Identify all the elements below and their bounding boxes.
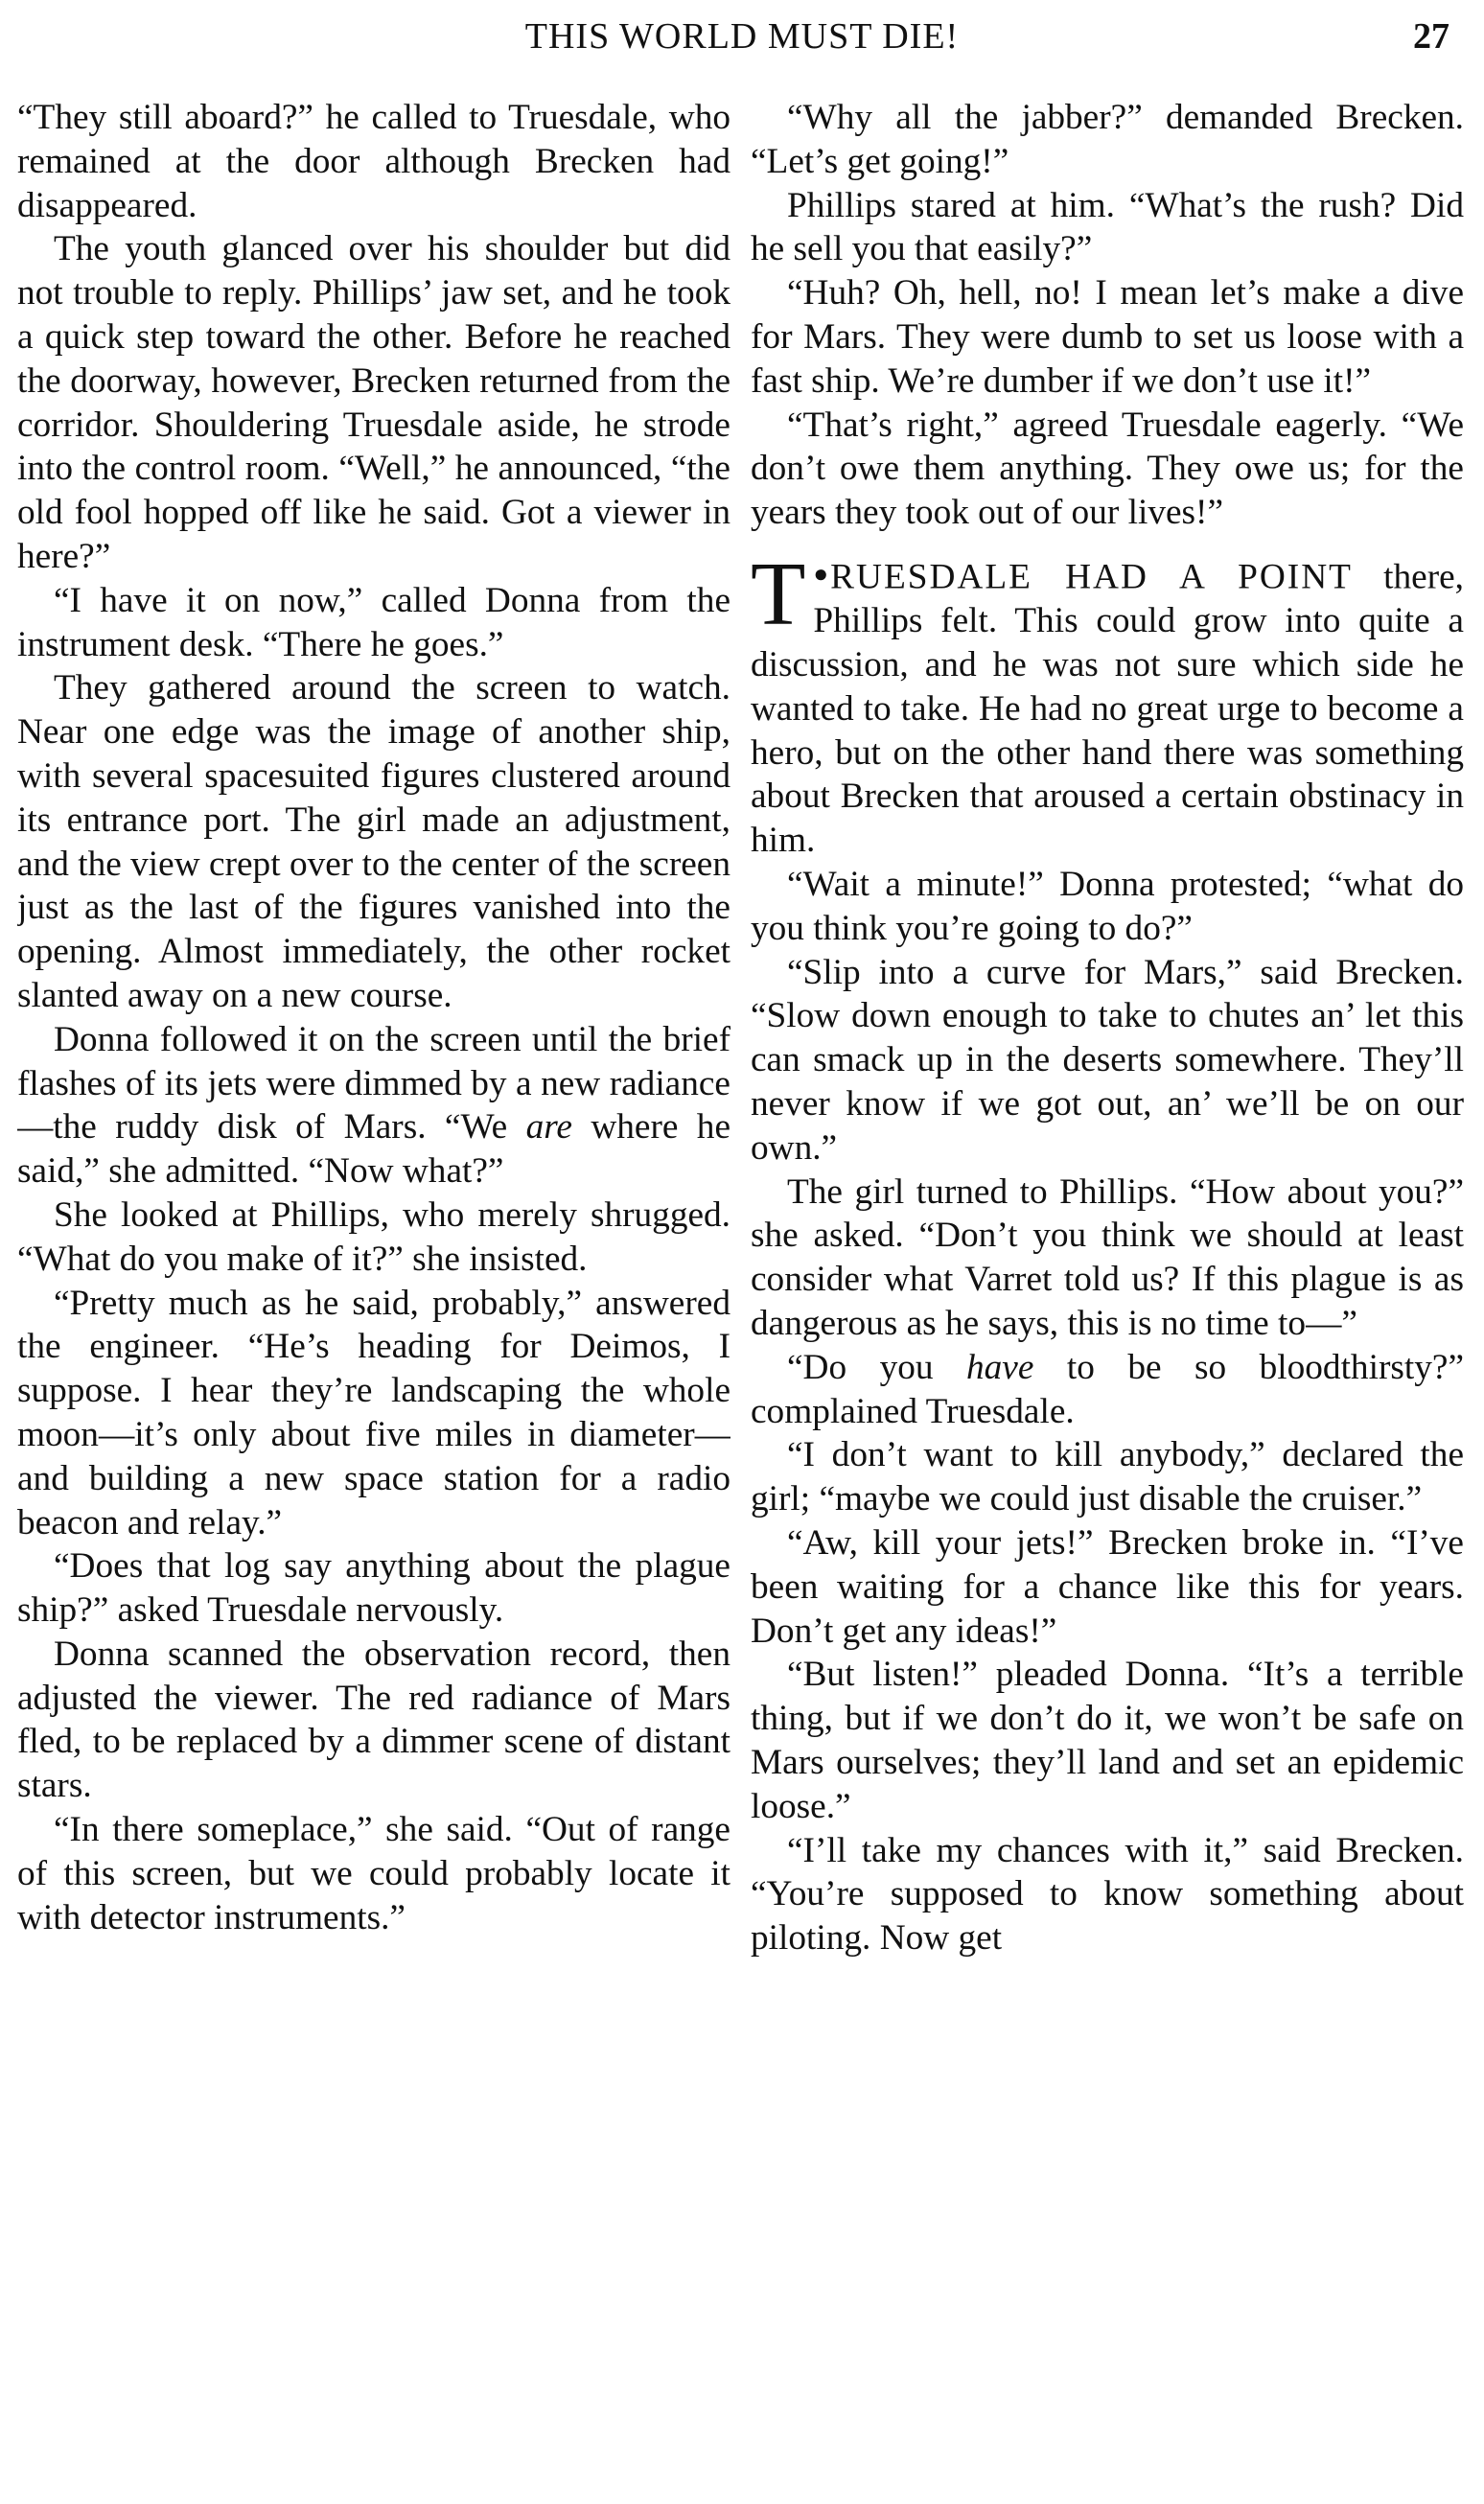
paragraph-text: “Do you [787, 1347, 966, 1387]
paragraph: They gathered around the screen to watch. Near one edge was the image of another ship, with several spacesuited figures clustered around its entrance port. The girl made an adjustment, and the view crept over to the center of the screen just as the last of the figures vanished into the opening. Almost immediately, the other rocket slanted away on a new course. [17, 668, 730, 1015]
paragraph: “Huh? Oh, hell, no! I mean let’s make a dive for Mars. They were dumb to set us loose with a fast ship. We’re dumber if we don’t use it!” [751, 273, 1464, 401]
paragraph: “Pretty much as he said, probably,” answered the engineer. “He’s heading for Deimos, I suppose. I hear they’re landscaping the whole moon—it’s only about five miles in diameter—and building a new space station for a radio beacon and relay.” [17, 1283, 730, 1542]
paragraph: “I’ll take my chances with it,” said Brecken. “You’re supposed to know something about piloting. Now get [751, 1830, 1464, 1959]
running-header [17, 10, 1467, 63]
paragraph-text: where he said,” she admitted. “Now what?” [17, 1107, 730, 1192]
paragraph: The youth glanced over his shoulder but did not trouble to reply. Phillips’ jaw set, and he took a quick step toward the other. Before he reached the doorway, however, Brecken returned from the corridor. Shouldering Truesdale aside, he strode into the control room. “Well,” he announced, “the old fool hopped off like he said. Got a viewer in here?” [17, 229, 730, 576]
paragraph: Donna scanned the observation record, then adjusted the viewer. The red radiance of Mars fled, to be replaced by a dimmer scene of distant stars. [17, 1634, 730, 1806]
paragraph: “That’s right,” agreed Truesdale eagerly. “We don’t owe them anything. They owe us; for the years they took out of our lives!” [751, 405, 1464, 533]
paragraph: She looked at Phillips, who merely shrugged. “What do you make of it?” she insisted. [17, 1194, 730, 1279]
section-opening [751, 544, 1464, 863]
paragraph: “They still aboard?” he called to Truesdale, who remained at the door although Brecken had disappeared. [17, 98, 730, 225]
paragraph: “Wait a minute!” Donna protested; “what do you think you’re going to do?” [751, 865, 1464, 948]
section-bullet-icon: ● [813, 559, 829, 588]
paragraph: Phillips stared at him. “What’s the rush? Did he sell you that easily?” [751, 185, 1464, 269]
drop-cap: T [751, 544, 806, 644]
right-column [751, 96, 1464, 2497]
running-title: THIS WORLD MUST DIE! [524, 16, 960, 57]
paragraph: “Aw, kill your jets!” Brecken broke in. “I’ve been waiting for a chance like this for years. Don’t get any ideas!” [751, 1523, 1464, 1651]
paragraph: “Why all the jabber?” demanded Brecken. “Let’s get going!” [751, 98, 1464, 181]
emphasis-text: are [525, 1107, 572, 1148]
paragraph-text: there, Phillips felt. This could grow into quite a discussion, and he was not sure which side he wanted to take. He had no great urge to become a hero, but on the other hand there was something about Brecken that aroused a certain obstinacy in him. [751, 557, 1464, 861]
paragraph: “But listen!” pleaded Donna. “It’s a terrible thing, but if we don’t do it, we won’t be safe on Mars ourselves; they’ll land and set an epidemic loose.” [751, 1655, 1464, 1826]
paragraph: “I don’t want to kill anybody,” declared the girl; “maybe we could just disable the cruiser.” [751, 1435, 1464, 1519]
left-column [17, 96, 730, 2497]
paragraph-text: Donna followed it on the screen until the brief flashes of its jets were dimmed by a new radiance—the ruddy disk of Mars. “We [17, 1019, 730, 1148]
emphasis-text: have [966, 1347, 1034, 1387]
section-lead-in: RUESDALE HAD A POINT [830, 557, 1353, 597]
paragraph [17, 1018, 730, 1194]
paragraph: The girl turned to Phillips. “How about you?” she asked. “Don’t you think we should at least consider what Varret told us? If this plague is as dangerous as he says, this is no time to—” [751, 1171, 1464, 1344]
paragraph-text: to be so bloodthirsty?” complained Truesdale. [751, 1347, 1464, 1431]
paragraph: “I have it on now,” called Donna from the instrument desk. “There he goes.” [17, 580, 730, 664]
paragraph: “In there someplace,” she said. “Out of range of this screen, but we could probably locate it with detector instruments.” [17, 1810, 730, 1937]
paragraph [751, 1346, 1464, 1434]
paragraph: “Slip into a curve for Mars,” said Brecken. “Slow down enough to take to chutes an’ let this can smack up in the deserts somewhere. They’ll never know if we got out, an’ we’ll be on our own.” [751, 952, 1464, 1168]
paragraph: “Does that log say anything about the plague ship?” asked Truesdale nervously. [17, 1546, 730, 1631]
page-number: 27 [1413, 16, 1449, 57]
